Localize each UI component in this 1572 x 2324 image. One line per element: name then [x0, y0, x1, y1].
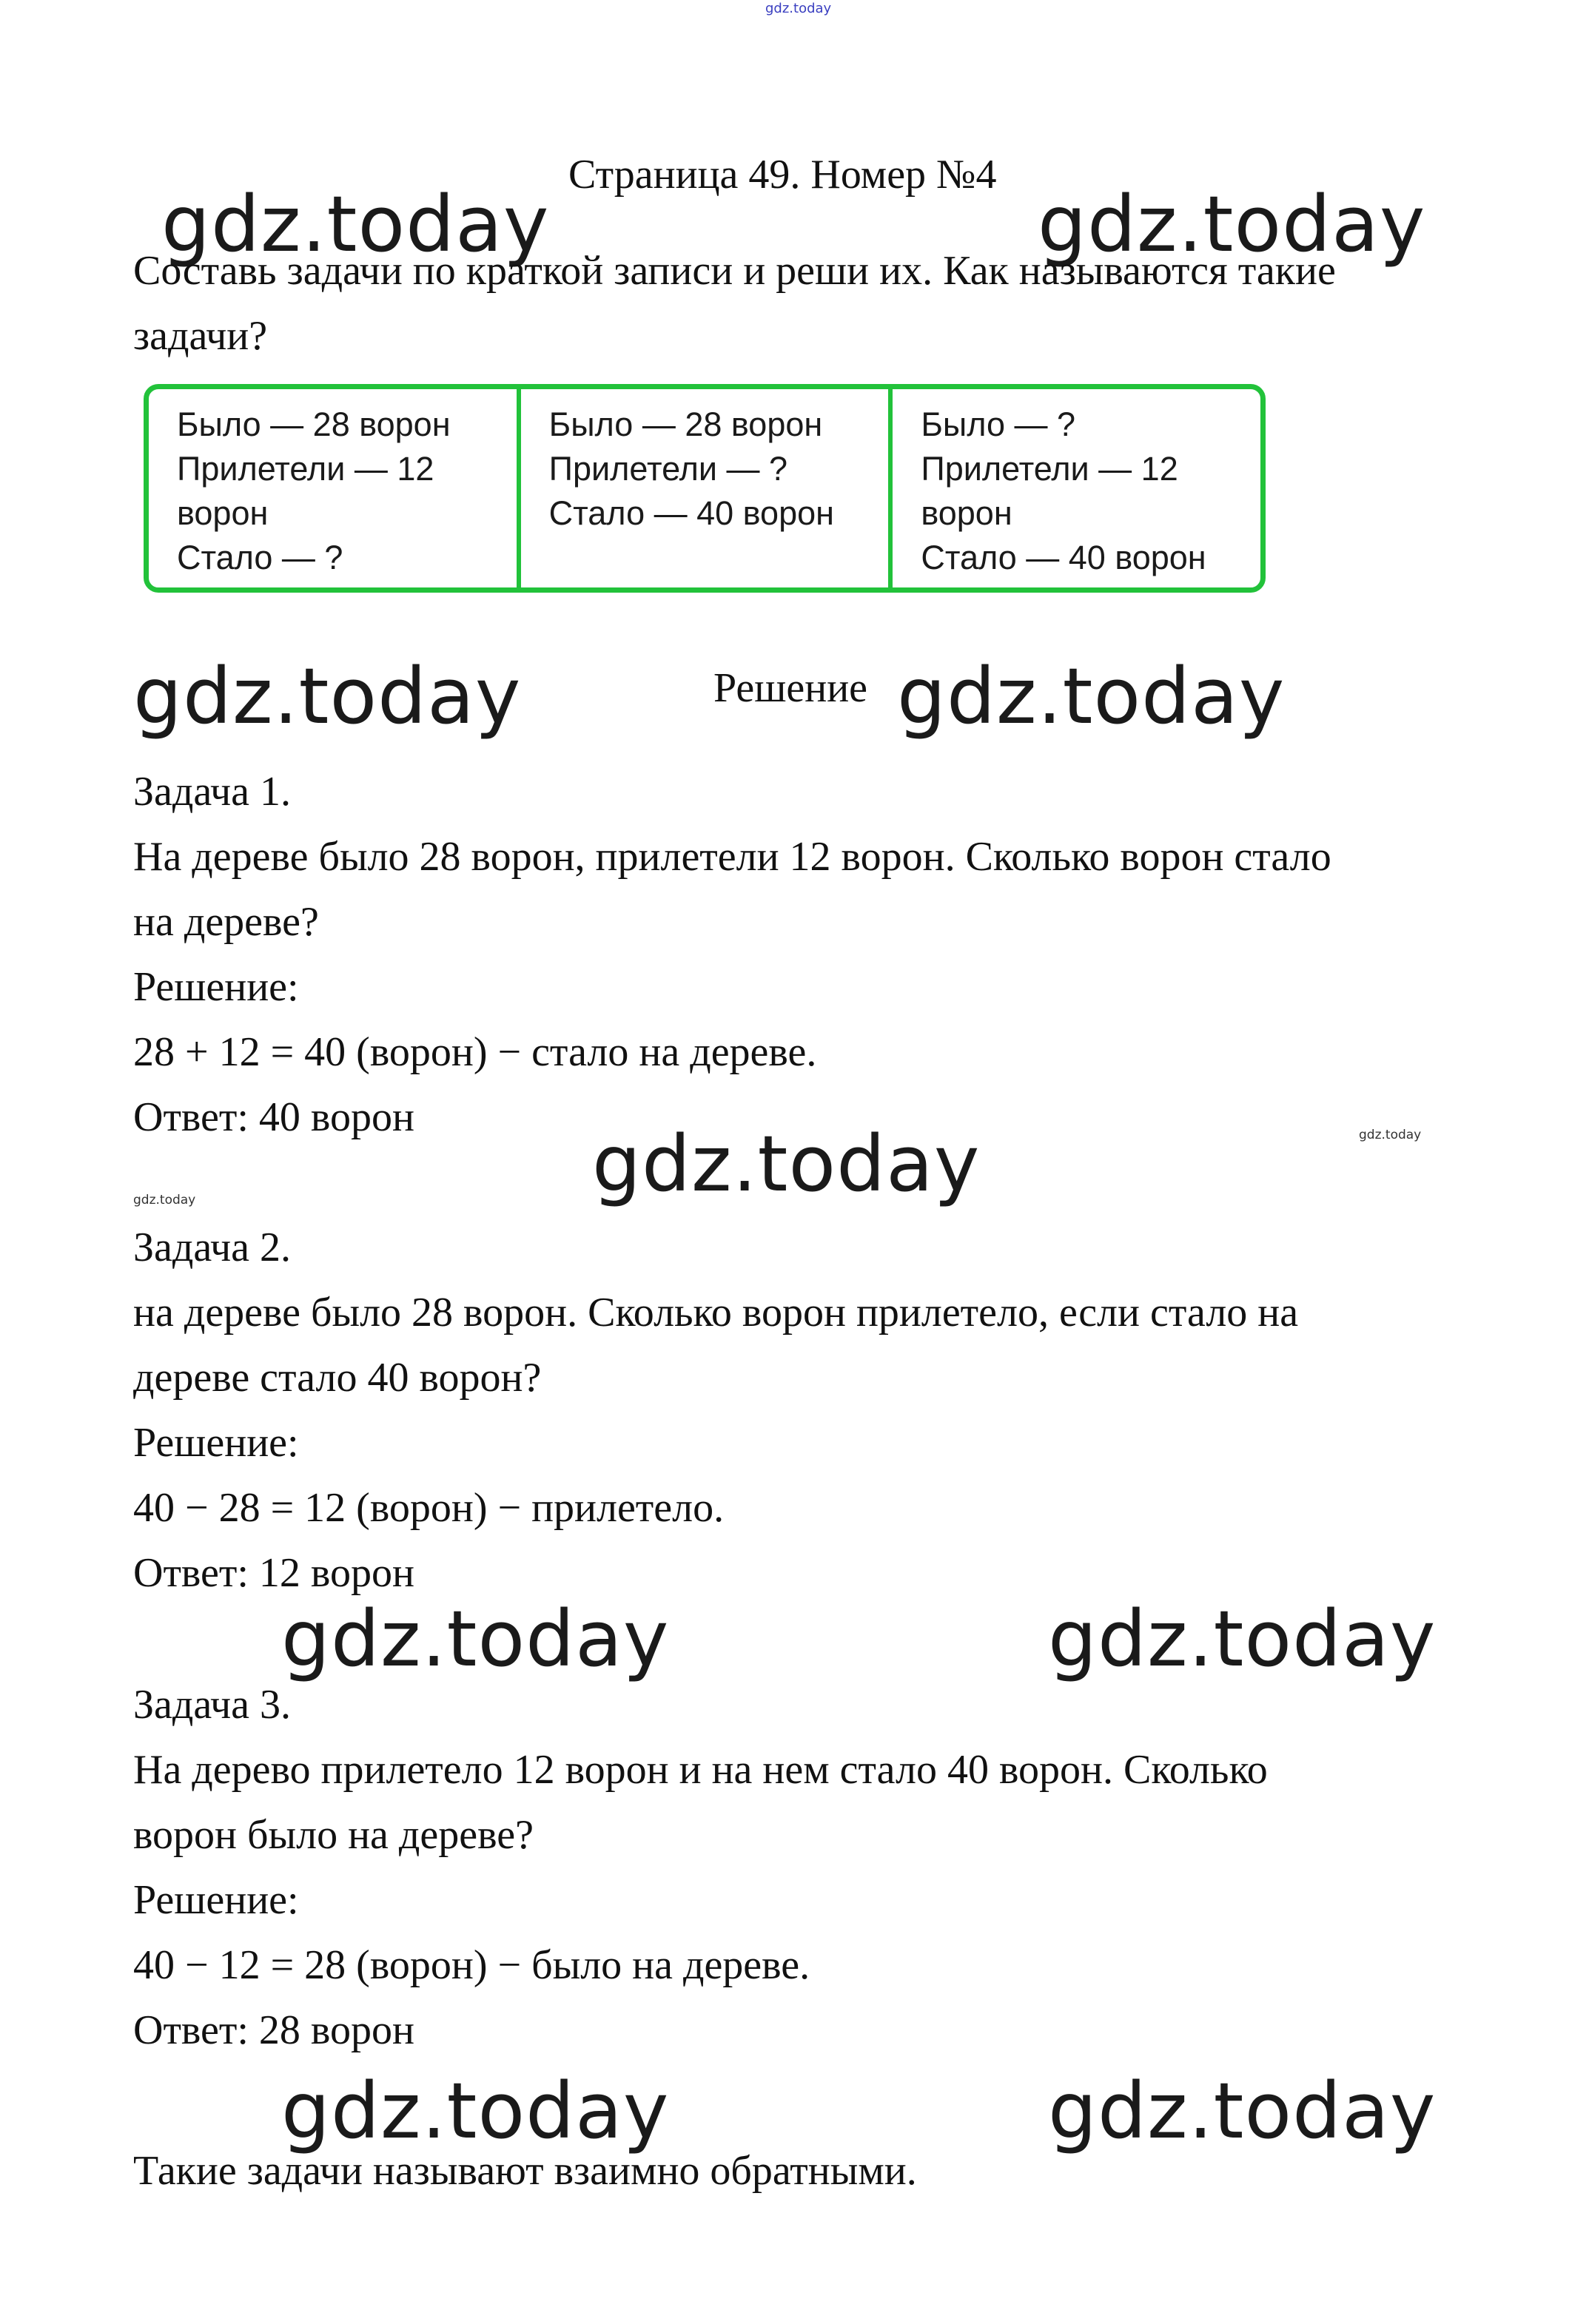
watermark: gdz.today	[281, 1594, 670, 1684]
problem-3-text: ворон было на дереве?	[133, 1812, 534, 1858]
task-line-2: задачи?	[133, 313, 268, 359]
problem-2-text: на дереве было 28 ворон. Сколько ворон прилетело, если стало на	[133, 1290, 1299, 1336]
problem-3-answer: Ответ: 28 ворон	[133, 2007, 414, 2053]
problem-2-title: Задача 2.	[133, 1225, 292, 1270]
watermark: gdz.today	[161, 179, 550, 269]
problem-3-title: Задача 3.	[133, 1682, 292, 1728]
watermark: gdz.today	[897, 651, 1286, 741]
watermark: gdz.today	[1038, 179, 1426, 269]
problem-3-solution-label: Решение:	[133, 1877, 299, 1923]
record-line: ворон	[177, 494, 269, 532]
record-line: Стало — 40 ворон	[548, 494, 834, 532]
task-line-1: Составь задачи по краткой записи и реши их. Как называются такие	[133, 248, 1336, 294]
record-line: ворон	[921, 494, 1012, 532]
record-line: Прилетели — 12	[921, 450, 1178, 488]
watermark: gdz.today	[281, 2066, 670, 2156]
problem-1-solution-label: Решение:	[133, 964, 299, 1010]
watermark: gdz.today	[1048, 1594, 1437, 1684]
record-line: Было — 28 ворон	[548, 405, 823, 443]
watermark-small: gdz.today	[133, 1193, 196, 1208]
brief-record-3	[888, 389, 1260, 587]
problem-1-text: на дереве?	[133, 899, 319, 945]
watermark: gdz.today	[133, 651, 522, 741]
brief-record-1	[149, 389, 517, 587]
problem-2-answer: Ответ: 12 ворон	[133, 1550, 414, 1596]
problem-1-title: Задача 1.	[133, 769, 292, 815]
problem-2-solution-label: Решение:	[133, 1420, 299, 1466]
problem-1-text: На дереве было 28 ворон, прилетели 12 ворон. Сколько ворон стало	[133, 834, 1331, 880]
record-line: Прилетели — 12	[177, 450, 434, 488]
record-line: Было — ?	[921, 405, 1076, 443]
problem-2-text: дереве стало 40 ворон?	[133, 1355, 542, 1401]
record-line: Стало — 40 ворон	[921, 539, 1206, 576]
problem-3-text: На дерево прилетело 12 ворон и на нем стало 40 ворон. Сколько	[133, 1747, 1268, 1793]
brief-record-2	[517, 389, 889, 587]
watermark: gdz.today	[1048, 2066, 1437, 2156]
problem-3-calc: 40 − 12 = 28 (ворон) − было на дереве.	[133, 1942, 810, 1988]
page-title: Страница 49. Номер №4	[568, 152, 997, 198]
record-line: Стало — ?	[177, 539, 343, 576]
problem-2-calc: 40 − 28 = 12 (ворон) − прилетело.	[133, 1485, 725, 1531]
problem-1-calc: 28 + 12 = 40 (ворон) − стало на дереве.	[133, 1029, 817, 1075]
record-line: Было — 28 ворон	[177, 405, 451, 443]
watermark-top: gdz.today	[765, 1, 832, 16]
watermark-small: gdz.today	[1359, 1128, 1422, 1142]
watermark: gdz.today	[592, 1119, 981, 1209]
brief-records-table	[144, 384, 1266, 593]
solution-heading: Решение	[713, 665, 868, 711]
record-line: Прилетели — ?	[548, 450, 788, 488]
conclusion: Такие задачи называют взаимно обратными.	[133, 2148, 917, 2194]
problem-1-answer: Ответ: 40 ворон	[133, 1094, 414, 1140]
